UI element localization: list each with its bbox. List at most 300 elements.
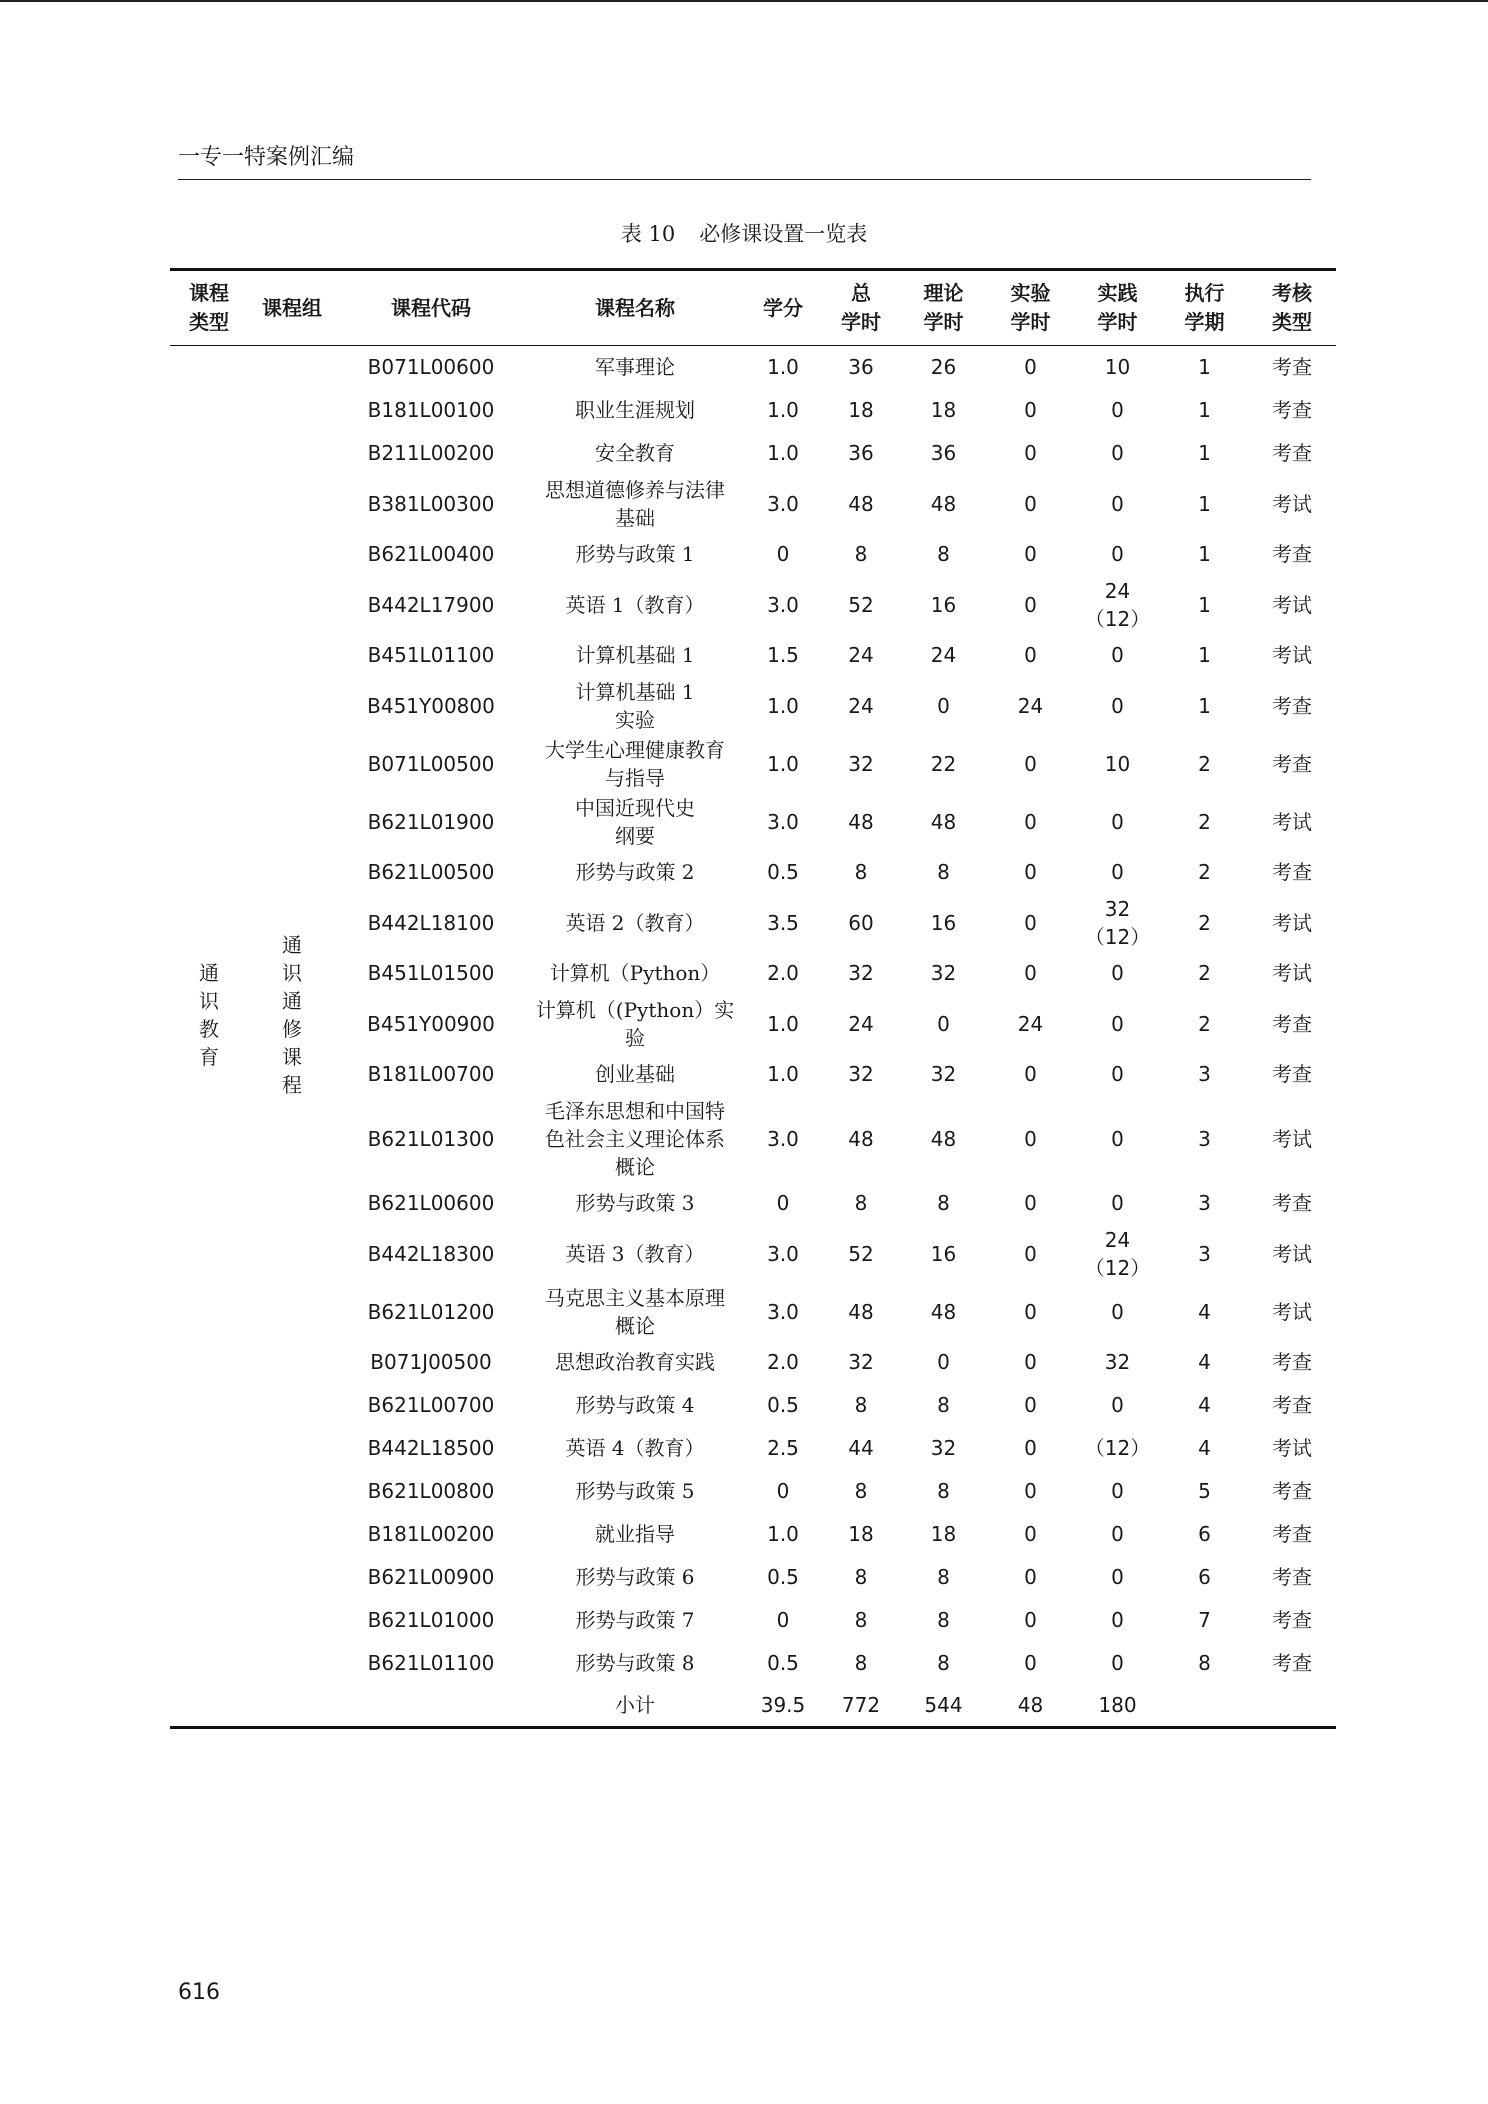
exam-type-cell: 考查	[1272, 1011, 1312, 1036]
lab-hours-cell: 0	[1024, 1350, 1037, 1374]
theory-hours-cell: 8	[937, 1651, 950, 1675]
header-course-code: 课程代码	[391, 295, 471, 320]
theory-hours-cell: 0	[937, 693, 950, 718]
practice-hours-cell: 0	[1111, 1522, 1124, 1546]
course-code-cell: B381L00300	[367, 491, 495, 516]
course-name-cell: 中国近现代史 纲要	[575, 795, 695, 848]
table-row	[170, 1096, 1336, 1182]
theory-hours-cell: 18	[930, 398, 957, 422]
total-hours-cell: 32	[848, 751, 874, 776]
credit-cell: 0	[776, 1608, 790, 1632]
semester-cell: 3	[1198, 1126, 1211, 1151]
credit-cell: 0.5	[767, 1651, 799, 1675]
course-group-cell: 通 识 通 修 课 程	[282, 933, 302, 1098]
exam-type-cell: 考试	[1272, 1299, 1312, 1324]
subtotal-lab-hours: 48	[1017, 1693, 1044, 1718]
table-row	[170, 1384, 1336, 1427]
total-hours-cell: 8	[854, 1565, 868, 1589]
practice-hours-cell: 0	[1111, 398, 1124, 422]
total-hours-cell: 48	[848, 1299, 874, 1324]
theory-hours-cell: 48	[930, 809, 957, 834]
header-course-name: 课程名称	[595, 295, 675, 320]
table-row	[170, 793, 1336, 851]
total-hours-cell: 32	[848, 961, 874, 985]
header-theory-hours: 理论 学时	[923, 281, 964, 334]
practice-hours-cell: 0	[1111, 1608, 1124, 1632]
subtotal-theory-hours: 544	[924, 1693, 963, 1718]
exam-type-cell: 考试	[1272, 491, 1312, 516]
table-row	[170, 1642, 1336, 1685]
semester-cell: 4	[1198, 1436, 1211, 1460]
semester-cell: 4	[1198, 1393, 1211, 1417]
semester-cell: 2	[1198, 809, 1211, 834]
course-name-cell: 英语 3（教育）	[565, 1241, 705, 1266]
course-name-cell: 计算机基础 1	[575, 643, 695, 667]
lab-hours-cell: 0	[1024, 910, 1037, 935]
credit-cell: 1.0	[767, 441, 799, 465]
page-top-border	[0, 0, 1488, 2]
credit-cell: 1.0	[767, 398, 799, 422]
credit-cell: 0	[776, 1479, 790, 1503]
table-row	[170, 677, 1336, 735]
practice-hours-cell: 24 （12）	[1084, 1227, 1151, 1280]
semester-cell: 1	[1198, 643, 1211, 667]
table-row	[170, 1470, 1336, 1513]
total-hours-cell: 60	[848, 910, 874, 935]
total-hours-cell: 24	[848, 1011, 874, 1036]
exam-type-cell: 考查	[1272, 355, 1312, 380]
practice-hours-cell: 0	[1111, 1011, 1124, 1036]
semester-cell: 1	[1198, 491, 1211, 516]
practice-hours-cell: 24 （12）	[1084, 578, 1151, 631]
practice-hours-cell: 0	[1111, 441, 1124, 465]
page-number: 616	[178, 1980, 220, 2005]
total-hours-cell: 52	[848, 592, 874, 617]
total-hours-cell: 36	[848, 441, 874, 465]
exam-type-cell: 考查	[1272, 1565, 1312, 1589]
exam-type-cell: 考查	[1272, 441, 1312, 465]
credit-cell: 1.0	[767, 1011, 799, 1036]
course-name-cell: 毛泽东思想和中国特 色社会主义理论体系 概论	[545, 1098, 725, 1179]
course-table-body	[170, 346, 1336, 1728]
lab-hours-cell: 0	[1024, 1062, 1037, 1086]
theory-hours-cell: 8	[937, 1565, 950, 1589]
practice-hours-cell: 0	[1111, 1479, 1124, 1503]
credit-cell: 2.0	[767, 961, 799, 985]
lab-hours-cell: 0	[1024, 1651, 1037, 1675]
practice-hours-cell: 0	[1111, 693, 1124, 718]
required-courses-table	[170, 268, 1336, 1729]
exam-type-cell: 考查	[1272, 398, 1312, 422]
credit-cell: 3.0	[767, 1299, 799, 1324]
theory-hours-cell: 18	[930, 1522, 957, 1546]
table-row	[170, 1599, 1336, 1642]
course-name-cell: 英语 1（教育）	[565, 592, 705, 617]
table-row	[170, 346, 1336, 389]
course-name-cell: 军事理论	[595, 355, 675, 380]
theory-hours-cell: 8	[937, 1393, 950, 1417]
course-name-cell: 创业基础	[595, 1062, 675, 1086]
header-practice-hours: 实践 学时	[1097, 281, 1138, 334]
exam-type-cell: 考查	[1272, 1062, 1312, 1086]
semester-cell: 1	[1198, 693, 1211, 718]
credit-cell: 2.0	[767, 1350, 799, 1374]
total-hours-cell: 18	[848, 398, 874, 422]
credit-cell: 1.5	[767, 643, 799, 667]
theory-hours-cell: 48	[930, 491, 957, 516]
course-code-cell: B621L01100	[367, 1651, 495, 1675]
total-hours-cell: 8	[854, 1651, 868, 1675]
exam-type-cell: 考查	[1272, 542, 1312, 566]
table-row	[170, 1225, 1336, 1283]
course-code-cell: B621L00800	[367, 1479, 495, 1503]
lab-hours-cell: 0	[1024, 1436, 1037, 1460]
theory-hours-cell: 32	[930, 1062, 957, 1086]
total-hours-cell: 32	[848, 1350, 874, 1374]
table-row	[170, 1053, 1336, 1096]
credit-cell: 0	[776, 1191, 790, 1215]
theory-hours-cell: 32	[930, 961, 957, 985]
course-code-cell: B442L18300	[367, 1241, 495, 1266]
header-credit: 学分	[763, 295, 803, 320]
table-row	[170, 1427, 1336, 1470]
course-name-cell: 思想政治教育实践	[555, 1350, 715, 1374]
table-row	[170, 995, 1336, 1053]
exam-type-cell: 考试	[1272, 961, 1312, 985]
course-code-cell: B451Y00800	[367, 693, 495, 718]
total-hours-cell: 44	[848, 1436, 874, 1460]
semester-cell: 6	[1198, 1522, 1211, 1546]
practice-hours-cell: 32	[1104, 1350, 1131, 1374]
course-name-cell: 形势与政策 5	[575, 1479, 695, 1503]
course-code-cell: B621L00700	[367, 1393, 495, 1417]
total-hours-cell: 8	[854, 1191, 868, 1215]
table-caption	[170, 218, 1318, 248]
total-hours-cell: 52	[848, 1241, 874, 1266]
header-row	[170, 270, 1336, 346]
practice-hours-cell: 0	[1111, 491, 1124, 516]
lab-hours-cell: 0	[1024, 1608, 1037, 1632]
lab-hours-cell: 0	[1024, 355, 1037, 380]
lab-hours-cell: 0	[1024, 1299, 1037, 1324]
semester-cell: 2	[1198, 910, 1211, 935]
course-code-cell: B621L00500	[367, 860, 495, 884]
exam-type-cell: 考试	[1272, 1436, 1312, 1460]
course-code-cell: B621L00600	[367, 1191, 495, 1215]
course-name-cell: 形势与政策 4	[575, 1393, 695, 1417]
semester-cell: 3	[1198, 1062, 1211, 1086]
lab-hours-cell: 0	[1024, 1126, 1037, 1151]
theory-hours-cell: 8	[937, 1479, 950, 1503]
table-row	[170, 576, 1336, 634]
credit-cell: 0	[776, 542, 790, 566]
total-hours-cell: 36	[848, 355, 874, 380]
table-row	[170, 1513, 1336, 1556]
course-code-cell: B451Y00900	[367, 1011, 495, 1036]
theory-hours-cell: 16	[930, 592, 957, 617]
theory-hours-cell: 8	[937, 1608, 950, 1632]
credit-cell: 0.5	[767, 860, 799, 884]
credit-cell: 0.5	[767, 1393, 799, 1417]
theory-hours-cell: 22	[930, 751, 957, 776]
theory-hours-cell: 24	[930, 643, 957, 667]
table-row	[170, 1341, 1336, 1384]
table-row	[170, 475, 1336, 533]
lab-hours-cell: 0	[1024, 643, 1037, 667]
subtotal-practice-hours: 180	[1098, 1693, 1137, 1718]
practice-hours-cell: 0	[1111, 961, 1124, 985]
subtotal-trailing-empty	[1161, 1685, 1336, 1728]
credit-cell: 1.0	[767, 355, 799, 380]
header-lab-hours: 实验 学时	[1010, 281, 1051, 334]
exam-type-cell: 考查	[1272, 751, 1312, 776]
practice-hours-cell: 0	[1111, 1062, 1124, 1086]
credit-cell: 3.0	[767, 1126, 799, 1151]
lab-hours-cell: 0	[1024, 1565, 1037, 1589]
exam-type-cell: 考查	[1272, 693, 1312, 718]
exam-type-cell: 考查	[1272, 1479, 1312, 1503]
theory-hours-cell: 16	[930, 1241, 957, 1266]
lab-hours-cell: 0	[1024, 441, 1037, 465]
practice-hours-cell: 0	[1111, 542, 1124, 566]
exam-type-cell: 考试	[1272, 1126, 1312, 1151]
exam-type-cell: 考查	[1272, 1191, 1312, 1215]
total-hours-cell: 8	[854, 1479, 868, 1503]
table-row	[170, 1556, 1336, 1599]
table-row	[170, 952, 1336, 995]
exam-type-cell: 考试	[1272, 1241, 1312, 1266]
course-name-cell: 计算机（(Python）实 验	[535, 997, 735, 1050]
lab-hours-cell: 0	[1024, 592, 1037, 617]
lab-hours-cell: 0	[1024, 860, 1037, 884]
theory-hours-cell: 32	[930, 1436, 957, 1460]
subtotal-spacer	[170, 1685, 526, 1728]
course-name-cell: 思想道德修养与法律 基础	[545, 477, 725, 530]
exam-type-cell: 考查	[1272, 1608, 1312, 1632]
subtotal-total-hours: 772	[841, 1693, 881, 1718]
practice-hours-cell: 0	[1111, 1565, 1124, 1589]
course-name-cell: 形势与政策 7	[575, 1608, 695, 1632]
exam-type-cell: 考查	[1272, 860, 1312, 884]
course-name-cell: 形势与政策 8	[575, 1651, 695, 1675]
course-code-cell: B451L01100	[367, 643, 495, 667]
total-hours-cell: 8	[854, 1393, 868, 1417]
total-hours-cell: 48	[848, 809, 874, 834]
table-row	[170, 735, 1336, 793]
course-code-cell: B071L00500	[367, 751, 495, 776]
credit-cell: 3.0	[767, 491, 799, 516]
lab-hours-cell: 0	[1024, 1479, 1037, 1503]
total-hours-cell: 8	[854, 542, 868, 566]
practice-hours-cell: 0	[1111, 1299, 1124, 1324]
practice-hours-cell: 0	[1111, 1651, 1124, 1675]
course-name-cell: 形势与政策 2	[575, 860, 695, 884]
header-semester: 执行 学期	[1184, 281, 1225, 334]
theory-hours-cell: 48	[930, 1299, 957, 1324]
credit-cell: 3.0	[767, 592, 799, 617]
practice-hours-cell: 0	[1111, 1191, 1124, 1215]
credit-cell: 2.5	[767, 1436, 799, 1460]
lab-hours-cell: 0	[1024, 542, 1037, 566]
course-code-cell: B181L00100	[367, 398, 495, 422]
course-code-cell: B071J00500	[370, 1350, 492, 1374]
header-exam-type: 考核 类型	[1272, 281, 1312, 334]
table-row	[170, 1182, 1336, 1225]
course-code-cell: B442L18100	[367, 910, 495, 935]
semester-cell: 2	[1198, 961, 1211, 985]
practice-hours-cell: 10	[1104, 355, 1131, 380]
practice-hours-cell: 32 （12）	[1084, 896, 1151, 949]
table-row	[170, 389, 1336, 432]
subtotal-label: 小计	[615, 1693, 655, 1718]
practice-hours-cell: 0	[1111, 1393, 1124, 1417]
course-code-cell: B211L00200	[367, 441, 495, 465]
exam-type-cell: 考查	[1272, 1350, 1312, 1374]
subtotal-row	[170, 1685, 1336, 1728]
course-code-cell: B621L00400	[367, 542, 495, 566]
lab-hours-cell: 0	[1024, 809, 1037, 834]
course-code-cell: B621L00900	[367, 1565, 495, 1589]
theory-hours-cell: 36	[930, 441, 957, 465]
total-hours-cell: 32	[848, 1062, 874, 1086]
lab-hours-cell: 0	[1024, 1191, 1037, 1215]
course-code-cell: B071L00600	[367, 355, 495, 380]
header-course-group: 课程组	[262, 295, 322, 320]
practice-hours-cell: 0	[1111, 1126, 1124, 1151]
semester-cell: 5	[1198, 1479, 1211, 1503]
running-header: 一专一特案例汇编	[178, 140, 1311, 180]
exam-type-cell: 考查	[1272, 1393, 1312, 1417]
total-hours-cell: 48	[848, 491, 874, 516]
total-hours-cell: 24	[848, 693, 874, 718]
lab-hours-cell: 0	[1024, 398, 1037, 422]
practice-hours-cell: 0	[1111, 809, 1124, 834]
course-name-cell: 英语 4（教育）	[565, 1436, 705, 1460]
total-hours-cell: 8	[854, 1608, 868, 1632]
credit-cell: 3.0	[767, 1241, 799, 1266]
course-name-cell: 马克思主义基本原理 概论	[545, 1285, 725, 1338]
theory-hours-cell: 26	[930, 355, 957, 380]
semester-cell: 1	[1198, 355, 1211, 380]
theory-hours-cell: 8	[937, 1191, 950, 1215]
course-code-cell: B621L01000	[367, 1608, 495, 1632]
credit-cell: 0.5	[767, 1565, 799, 1589]
course-code-cell: B442L17900	[367, 592, 495, 617]
header-total-hours: 总 学时	[841, 281, 881, 334]
course-name-cell: 安全教育	[595, 441, 675, 465]
total-hours-cell: 48	[848, 1126, 874, 1151]
total-hours-cell: 18	[848, 1522, 874, 1546]
semester-cell: 2	[1198, 1011, 1211, 1036]
practice-hours-cell: 0	[1111, 860, 1124, 884]
lab-hours-cell: 0	[1024, 1393, 1037, 1417]
course-code-cell: B621L01900	[367, 809, 495, 834]
exam-type-cell: 考查	[1272, 1651, 1312, 1675]
course-name-cell: 计算机基础 1 实验	[575, 679, 695, 732]
semester-cell: 3	[1198, 1191, 1211, 1215]
semester-cell: 4	[1198, 1350, 1211, 1374]
lab-hours-cell: 0	[1024, 751, 1037, 776]
credit-cell: 1.0	[767, 1522, 799, 1546]
semester-cell: 8	[1198, 1651, 1211, 1675]
credit-cell: 1.0	[767, 1062, 799, 1086]
theory-hours-cell: 8	[937, 860, 950, 884]
course-name-cell: 计算机（Python）	[549, 961, 721, 985]
table-row	[170, 851, 1336, 894]
lab-hours-cell: 0	[1024, 491, 1037, 516]
semester-cell: 1	[1198, 542, 1211, 566]
practice-hours-cell: 10	[1104, 751, 1131, 776]
credit-cell: 3.5	[767, 910, 799, 935]
header-course-type: 课程 类型	[189, 281, 229, 334]
lab-hours-cell: 24	[1017, 693, 1044, 718]
lab-hours-cell: 0	[1024, 961, 1037, 985]
theory-hours-cell: 0	[937, 1350, 950, 1374]
exam-type-cell: 考试	[1272, 910, 1312, 935]
course-name-cell: 就业指导	[595, 1522, 675, 1546]
total-hours-cell: 8	[854, 860, 868, 884]
theory-hours-cell: 8	[937, 542, 950, 566]
semester-cell: 2	[1198, 860, 1211, 884]
semester-cell: 1	[1198, 441, 1211, 465]
exam-type-cell: 考试	[1272, 809, 1312, 834]
course-code-cell: B181L00200	[367, 1522, 495, 1546]
course-name-cell: 职业生涯规划	[575, 398, 695, 422]
credit-cell: 1.0	[767, 751, 799, 776]
semester-cell: 1	[1198, 398, 1211, 422]
course-code-cell: B451L01500	[367, 961, 495, 985]
course-code-cell: B621L01300	[367, 1126, 495, 1151]
total-hours-cell: 24	[848, 643, 874, 667]
credit-cell: 1.0	[767, 693, 799, 718]
table-row	[170, 533, 1336, 576]
table-title: 必修课设置一览表	[699, 222, 868, 246]
semester-cell: 1	[1198, 592, 1211, 617]
lab-hours-cell: 0	[1024, 1522, 1037, 1546]
course-code-cell: B181L00700	[367, 1062, 495, 1086]
semester-cell: 3	[1198, 1241, 1211, 1266]
exam-type-cell: 考试	[1272, 592, 1312, 617]
practice-hours-cell: （12）	[1084, 1436, 1151, 1460]
table-row	[170, 634, 1336, 677]
table-row	[170, 894, 1336, 952]
table-row	[170, 432, 1336, 475]
course-name-cell: 形势与政策 3	[575, 1191, 695, 1215]
course-name-cell: 英语 2（教育）	[565, 910, 705, 935]
subtotal-credit: 39.5	[760, 1693, 806, 1718]
exam-type-cell: 考查	[1272, 1522, 1312, 1546]
course-type-cell: 通 识 教 育	[199, 961, 219, 1070]
theory-hours-cell: 0	[937, 1011, 950, 1036]
semester-cell: 7	[1198, 1608, 1211, 1632]
theory-hours-cell: 16	[930, 910, 957, 935]
semester-cell: 4	[1198, 1299, 1211, 1324]
course-code-cell: B442L18500	[367, 1436, 495, 1460]
course-name-cell: 形势与政策 1	[575, 542, 695, 566]
practice-hours-cell: 0	[1111, 643, 1124, 667]
exam-type-cell: 考试	[1272, 643, 1312, 667]
lab-hours-cell: 24	[1017, 1011, 1044, 1036]
table-row	[170, 1283, 1336, 1341]
semester-cell: 2	[1198, 751, 1211, 776]
table-number: 表 10	[620, 222, 676, 246]
semester-cell: 6	[1198, 1565, 1211, 1589]
course-name-cell: 大学生心理健康教育 与指导	[545, 737, 725, 790]
lab-hours-cell: 0	[1024, 1241, 1037, 1266]
credit-cell: 3.0	[767, 809, 799, 834]
course-name-cell: 形势与政策 6	[575, 1565, 695, 1589]
theory-hours-cell: 48	[930, 1126, 957, 1151]
